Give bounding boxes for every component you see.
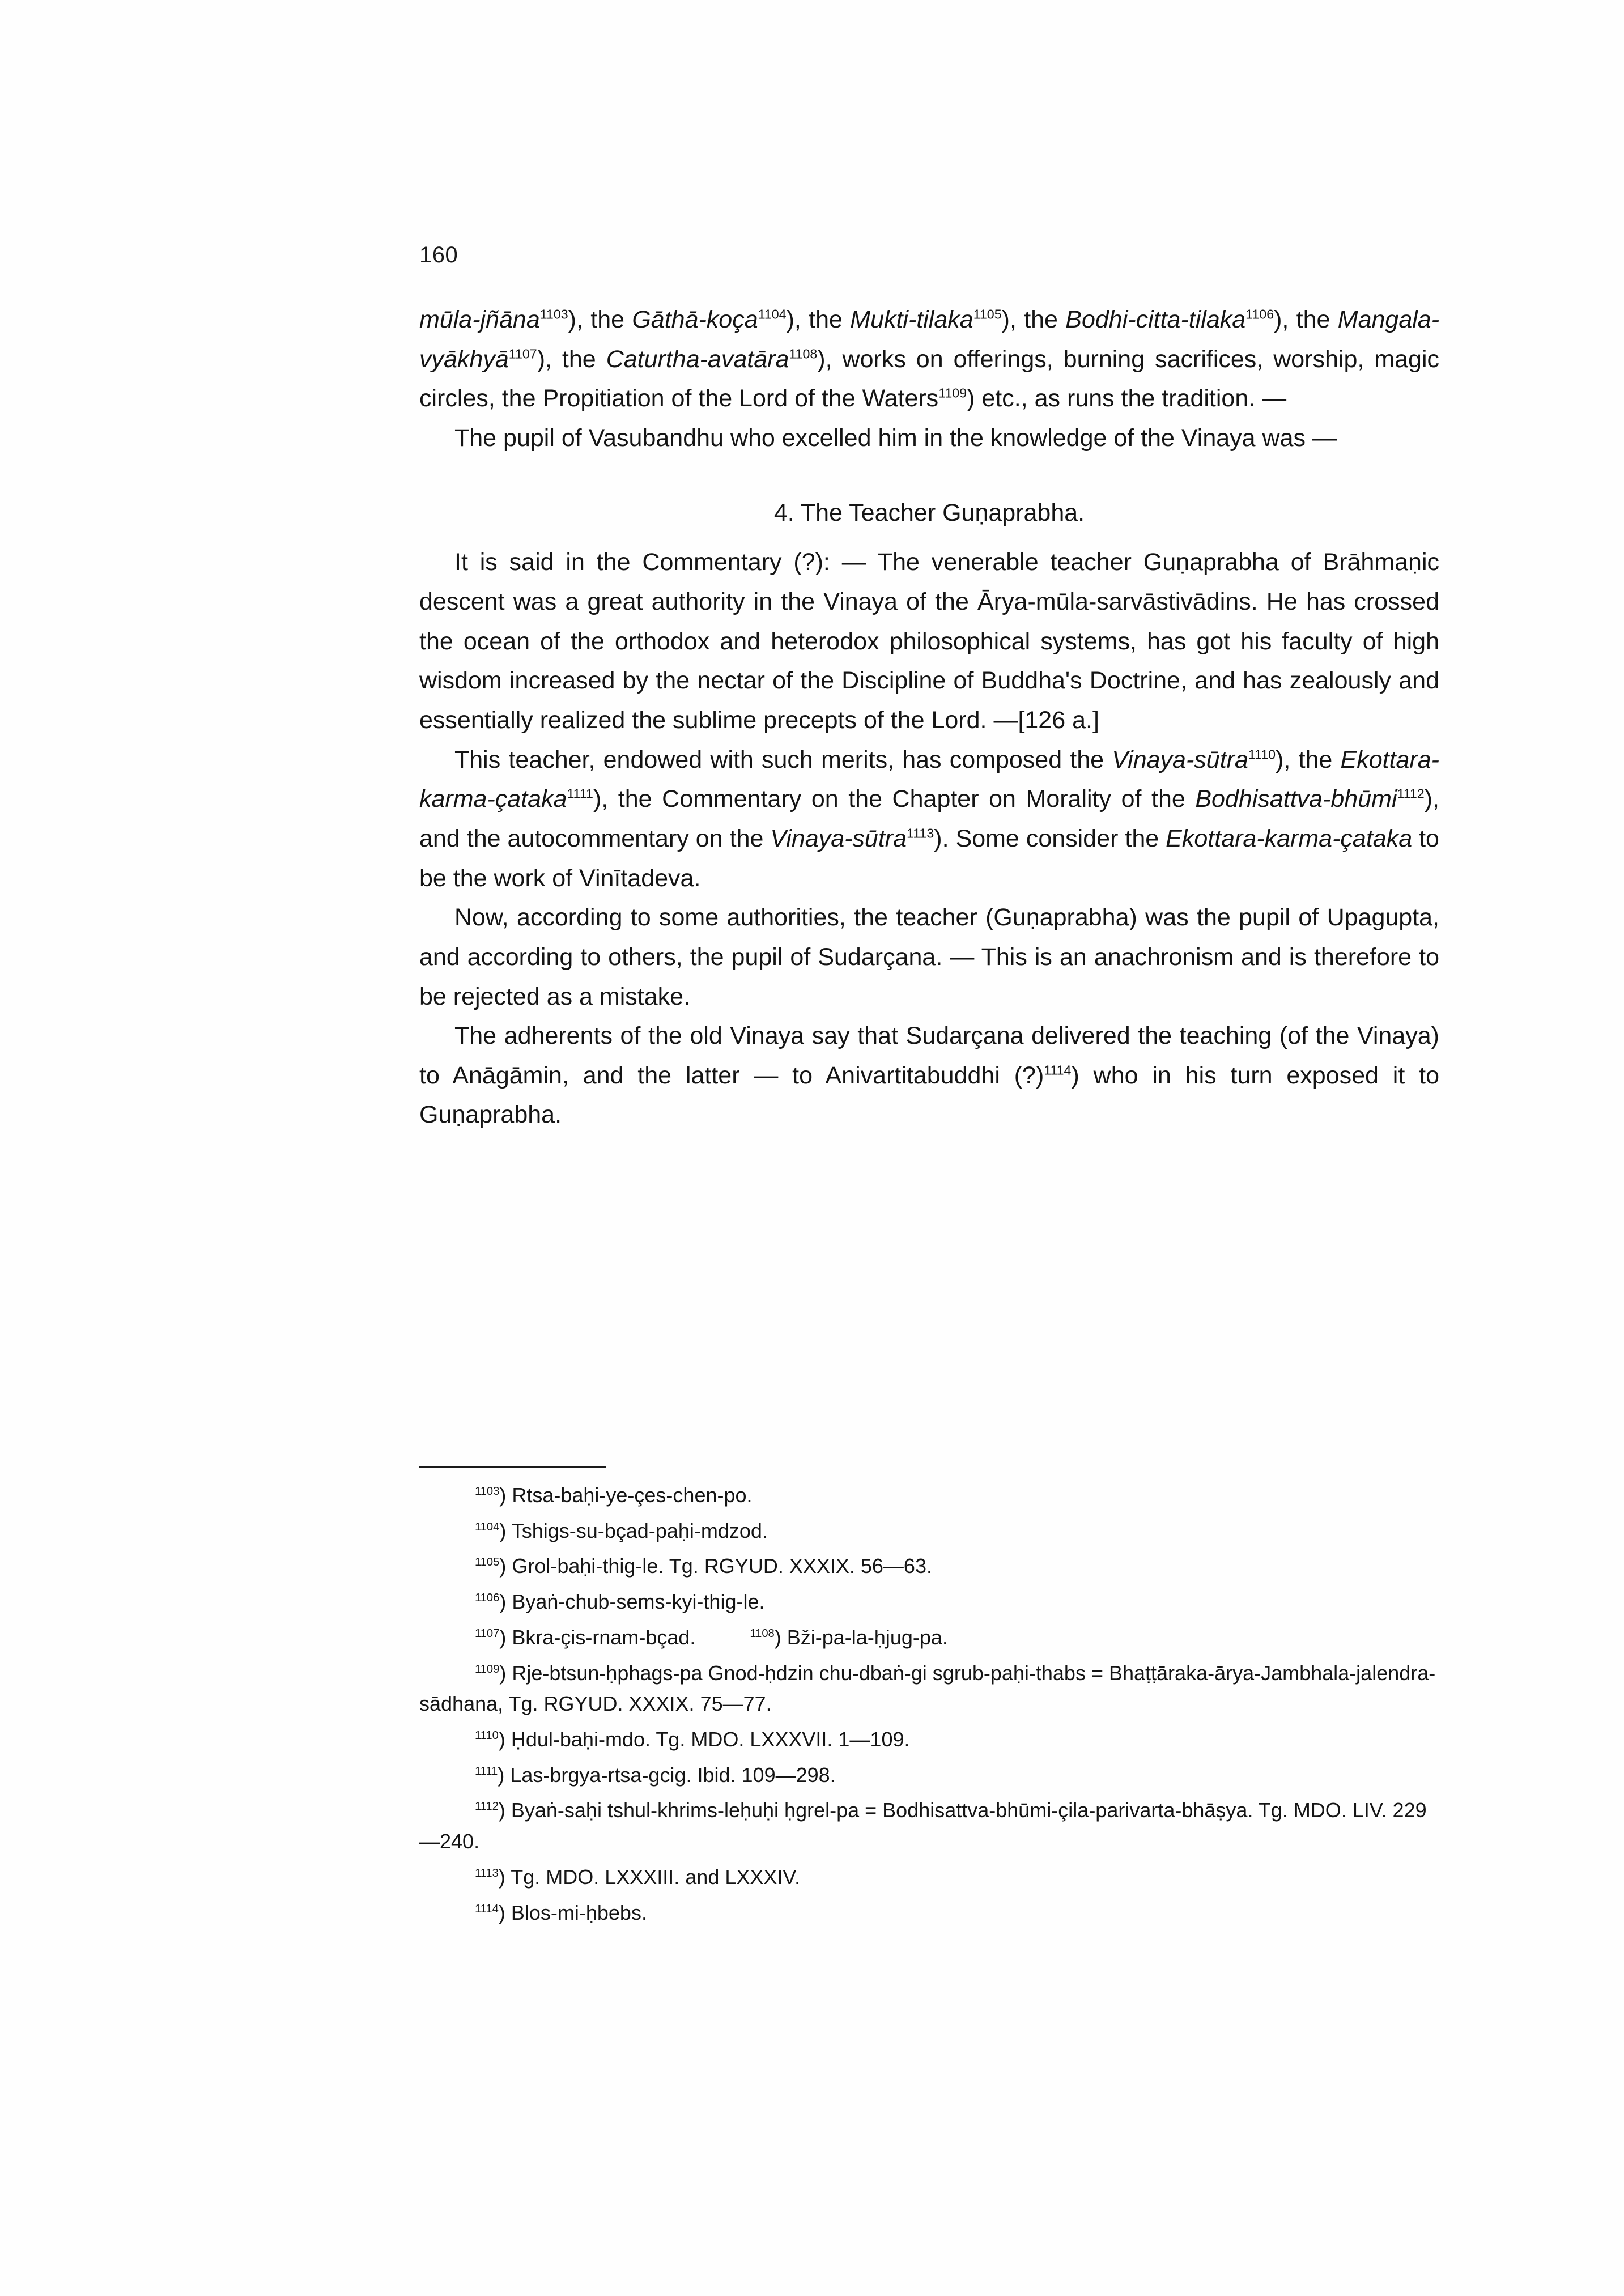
footnote-text: Byaṅ-chub-sems-kyi-thig-le. [512, 1590, 765, 1614]
footnote-item [419, 1480, 1439, 1511]
italic-title: Bodhisattva-bhūmi [1195, 785, 1397, 813]
footnote-reference[interactable]: 1105 [973, 307, 1002, 322]
body-text [419, 300, 1439, 1135]
footnote-reference[interactable]: 1114 [1044, 1062, 1072, 1078]
footnote-text: Tg. MDO. LXXXIII. and LXXXIV. [511, 1865, 801, 1889]
footnote-number: 1106 [475, 1592, 500, 1605]
italic-title: Gāthā-koça [632, 306, 758, 333]
footnote-reference[interactable]: 1112 [1397, 786, 1425, 801]
body-paragraph-group-2 [419, 543, 1439, 1135]
italic-title: Ekottara-karma-çataka [419, 746, 1439, 813]
footnote-number-paren: ) [499, 1483, 512, 1507]
footnote-number-paren: ) [498, 1728, 511, 1751]
italic-title: Caturtha-avatāra [606, 345, 789, 373]
footnote-text: Rtsa-baḥi-ye-çes-chen-po. [512, 1483, 753, 1507]
footnote-number: 1107 [475, 1627, 500, 1640]
italic-title: mūla-jñāna [419, 306, 540, 333]
footnote-text: Blos-mi-ḥbebs. [511, 1900, 647, 1924]
footnote-number: 1108 [750, 1627, 775, 1640]
footnote-reference[interactable]: 1108 [789, 346, 818, 362]
footnote-reference[interactable]: 1110 [1248, 747, 1276, 762]
footnote-number: 1113 [475, 1866, 499, 1880]
text-run: ), the [568, 306, 632, 333]
text-run: ) who in his turn exposed it to Guṇaprabha. [419, 1061, 1439, 1129]
footnote-number-paren: ) [498, 1865, 511, 1889]
footnote-text: Bži-pa-la-ḥjug-pa. [787, 1625, 948, 1649]
footnote-item [419, 1724, 1439, 1755]
footnote-number: 1109 [475, 1663, 500, 1676]
italic-title: Mangala-vyākhyā [419, 306, 1440, 373]
footnote-item [419, 1898, 1439, 1929]
footnote-item [419, 1760, 1439, 1791]
footnote-number-paren: ) [499, 1661, 512, 1685]
text-run: ) etc., as runs the tradition. — [967, 385, 1287, 413]
footnote-number: 1114 [475, 1902, 499, 1915]
footnote-number: 1110 [475, 1729, 499, 1742]
paragraph [419, 419, 1439, 458]
footnote-number: 1111 [475, 1764, 498, 1778]
footnote-number-paren: ) [774, 1625, 787, 1649]
italic-title: Mukti-tilaka [850, 306, 973, 333]
footnote-item [419, 1587, 1439, 1618]
footnote-item [419, 1658, 1439, 1720]
footnote-reference[interactable]: 1103 [539, 307, 568, 322]
text-run: ), the [537, 345, 606, 373]
text-run: ), the [1274, 306, 1338, 333]
paragraph [419, 741, 1439, 899]
footnote-text: Bkra-çis-rnam-bçad. [512, 1625, 696, 1649]
italic-title: Vinaya-sūtra [770, 824, 907, 852]
footnote-reference[interactable]: 1113 [907, 826, 934, 841]
footnote-text: Grol-baḥi-thig-le. Tg. RGYUD. XXXIX. 56—63. [512, 1554, 932, 1578]
footnote-reference[interactable]: 1107 [508, 346, 537, 362]
footnote-item [419, 1551, 1439, 1582]
text-run: to be the work of Vinītadeva. [419, 824, 1439, 892]
footnote-number: 1105 [475, 1556, 500, 1569]
footnote-reference[interactable]: 1109 [938, 385, 967, 401]
body-paragraph-group-1 [419, 300, 1439, 458]
section-heading: 4. The Teacher Guṇaprabha. [773, 499, 1085, 526]
text-run: ), the [1001, 306, 1066, 333]
footnote-text: Byaṅ-saḥi tshul-khrims-leḥuḥi ḥgrel-pa = Bodhisattva-bhūmi-çila-parivarta-bhāṣya. Tg. MDO. LIV. 229—240. [419, 1798, 1427, 1853]
text-run: ), the [786, 306, 851, 333]
footnote-text: Tshigs-su-bçad-paḥi-mdzod. [511, 1519, 768, 1542]
italic-title: Vinaya-sūtra [1112, 746, 1248, 773]
text-run: The pupil of Vasubandhu who excelled him in the knowledge of the Vinaya was — [454, 424, 1337, 452]
footnote-item [419, 1516, 1439, 1547]
text-run: ), and the autocommentary on the [419, 785, 1439, 852]
footnote-separator-rule [419, 1466, 606, 1468]
footnote-text: Ḥdul-baḥi-mdo. Tg. MDO. LXXXVII. 1—109. [511, 1728, 910, 1751]
footnote-item [419, 1622, 1439, 1653]
footnote-number-paren: ) [499, 1590, 512, 1614]
text-run: ), the [1276, 746, 1341, 773]
footnote-number-paren: ) [498, 1798, 511, 1822]
footnote-number: 1104 [475, 1520, 500, 1533]
paragraph [419, 543, 1439, 740]
text-run: The adherents of the old Vinaya say that Sudarçana delivered the teaching (of the Vinaya) to Anāgāmin, and the latter — to Anivartitabuddhi (?) [419, 1022, 1439, 1089]
paragraph [419, 898, 1439, 1017]
page-number: 160 [419, 243, 458, 267]
text-run: Now, according to some authorities, the teacher (Guṇaprabha) was the pupil of Upagupta, and according to others, the pupil of Sudarçana. — This is an anachronism and is therefore to be rejected as a mistake. [419, 904, 1439, 1010]
footnote-number-paren: ) [499, 1519, 512, 1542]
footnote-number-paren: ) [499, 1554, 512, 1578]
text-run: ). Some consider the [934, 824, 1166, 852]
italic-title: Ekottara-karma-çataka [1166, 824, 1413, 852]
footnote-number-paren: ) [499, 1625, 512, 1649]
footnote-reference[interactable]: 1106 [1245, 307, 1274, 322]
text-run: This teacher, endowed with such merits, has composed the [454, 746, 1112, 773]
paragraph [419, 300, 1439, 419]
footnote-item [419, 1862, 1439, 1893]
footnote-reference[interactable]: 1104 [758, 307, 787, 322]
footnote-list [419, 1480, 1439, 1933]
footnote-number-paren: ) [498, 1900, 511, 1924]
footnote-text: Las-brgya-rtsa-gcig. Ibid. 109—298. [510, 1763, 836, 1787]
footnote-number: 1112 [475, 1800, 499, 1813]
italic-title: Bodhi-citta-tilaka [1065, 306, 1246, 333]
footnote-number: 1103 [475, 1485, 500, 1498]
footnote-item [419, 1795, 1439, 1857]
footnote-text: Rje-btsun-ḥphags-pa Gnod-ḥdzin chu-dbaṅ-gi sgrub-paḥi-thabs = Bhaṭṭāraka-ārya-Jambhala-jalendra-sādhana, Tg. RGYUD. XXXIX. 75—77. [419, 1661, 1436, 1716]
footnote-number-paren: ) [498, 1763, 511, 1787]
text-run: It is said in the Commentary (?): — The venerable teacher Guṇaprabha of Brāhmaṇic descent was a great authority in the Vinaya of the Ārya-mūla-sarvāstivādins. He has crossed the ocean of the orthodox and heterodox philosophical systems, has got his faculty of high wisdom increased by the nectar of the Discipline of Buddha's Doctrine, and has zealously and essentially realized the sublime precepts of the Lord. —[126 a.] [419, 549, 1439, 734]
footnote-reference[interactable]: 1111 [567, 786, 593, 801]
text-run: ), works on offerings, burning sacrifices, worship, magic circles, the Propitiation of the Lord of the Waters [419, 345, 1440, 413]
paragraph [419, 1017, 1439, 1135]
text-run: ), the Commentary on the Chapter on Morality of the [593, 785, 1196, 813]
